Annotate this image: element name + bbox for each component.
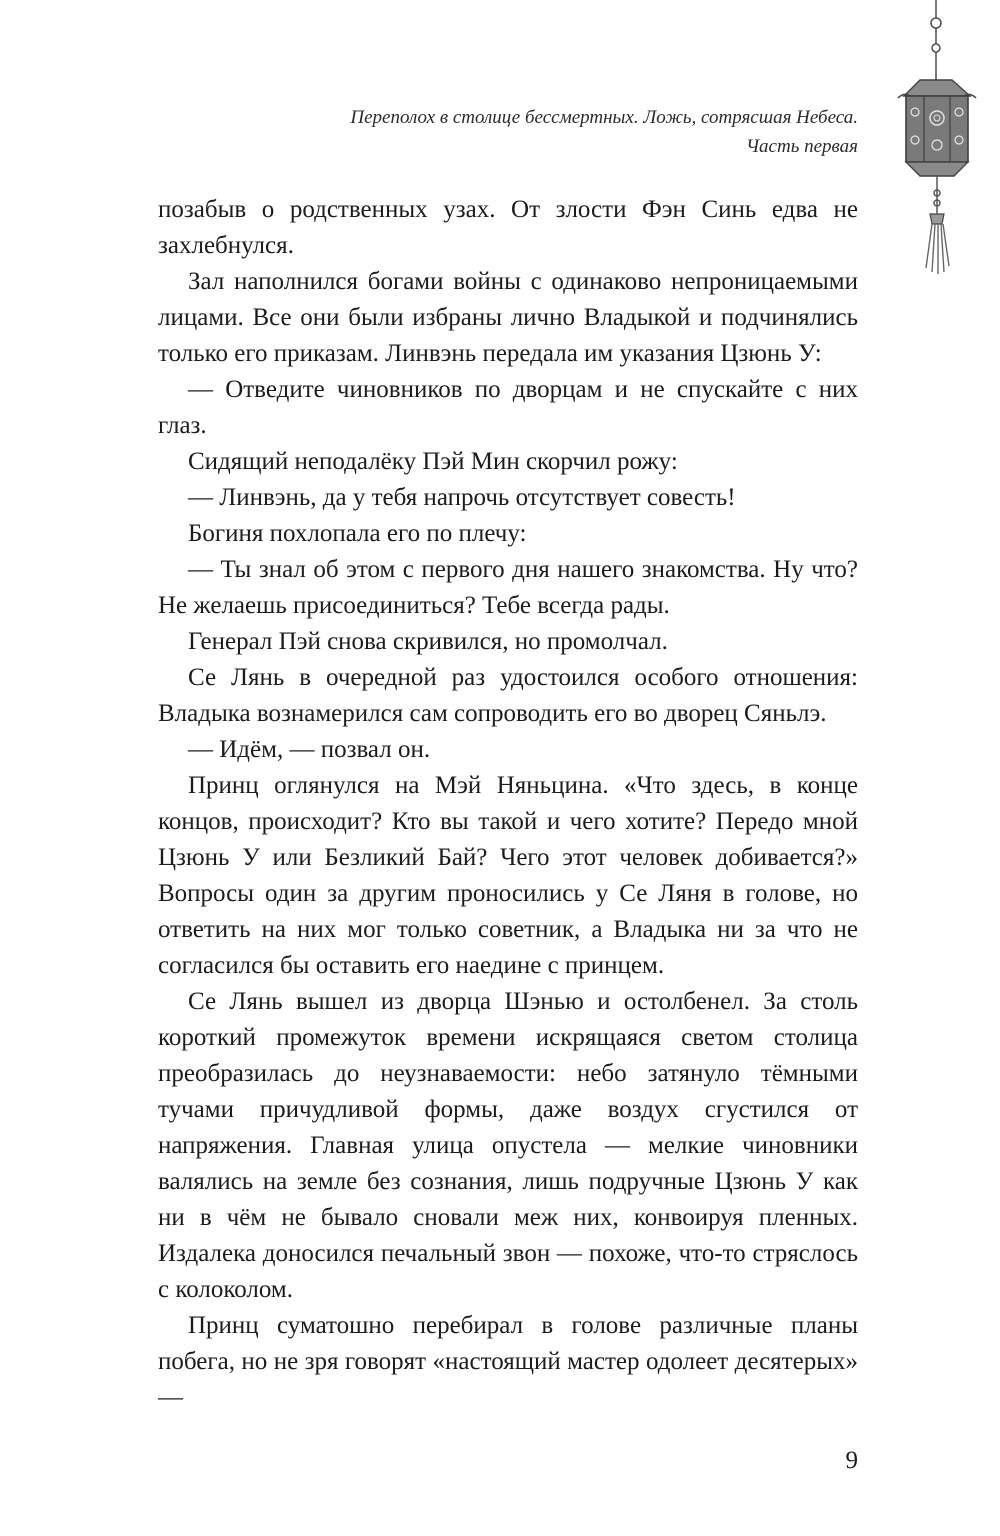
- paragraph: Принц оглянулся на Мэй Няньцина. «Что здесь, в конце концов, происходит? Кто вы такой и чего хотите? Передо мной Цзюнь У или Безликий Бай? Чего этот человек добивается?» Вопросы один за другим проносились у Се Ляня в голове, но ответить на них мог только советник, а Владыка ни за что не согласился бы оставить его наедине с принцем.: [158, 772, 858, 979]
- paragraph: Се Лянь в очередной раз удостоился особого отношения: Владыка вознамерился сам сопроводить его во дворец Сяньлэ.: [158, 664, 858, 727]
- paragraph: позабыв о родственных узах. От злости Фэн Синь едва не захлебнулся.: [158, 196, 858, 259]
- hanging-lantern-icon: [890, 0, 986, 280]
- paragraph: — Ты знал об этом с первого дня нашего знакомства. Ну что? Не желаешь присоединиться? Тебе всегда рады.: [158, 556, 858, 619]
- paragraph: — Линвэнь, да у тебя напрочь отсутствует совесть!: [188, 484, 736, 511]
- paragraph: — Идём, — позвал он.: [188, 736, 431, 763]
- running-header-title: Переполох в столице бессмертных. Ложь, сотрясшая Небеса.: [350, 107, 858, 128]
- body-text: [158, 192, 858, 1416]
- paragraph: Принц суматошно перебирал в голове различные планы побега, но не зря говорят «настоящий мастер одолеет десятерых» —: [158, 1312, 858, 1411]
- paragraph: Се Лянь вышел из дворца Шэнью и остолбенел. За столь короткий промежуток времени искрящаяся светом столица преобразилась до неузнаваемости: небо затянуло тёмными тучами причудливой формы, даже воздух сгустился от напряжения. Главная улица опустела — мелкие чиновники валялись на земле без сознания, лишь подручные Цзюнь У как ни в чём не бывало сновали меж них, конвоируя пленных. Издалека доносился печальный звон — похоже, что-то стряслось с колоколом.: [158, 988, 858, 1303]
- running-header-part: Часть первая: [745, 136, 858, 157]
- paragraph: Богиня похлопала его по плечу:: [188, 520, 527, 547]
- paragraph: — Отведите чиновников по дворцам и не спускайте с них глаз.: [158, 376, 858, 439]
- paragraph: Генерал Пэй снова скривился, но промолчал.: [188, 628, 668, 655]
- paragraph: Зал наполнился богами войны с одинаково непроницаемыми лицами. Все они были избраны лично Владыкой и подчинялись только его приказам. Линвэнь передала им указания Цзюнь У:: [158, 268, 858, 367]
- paragraph: Сидящий неподалёку Пэй Мин скорчил рожу:: [188, 448, 678, 475]
- running-header: [350, 103, 858, 161]
- page-number: 9: [845, 1447, 858, 1474]
